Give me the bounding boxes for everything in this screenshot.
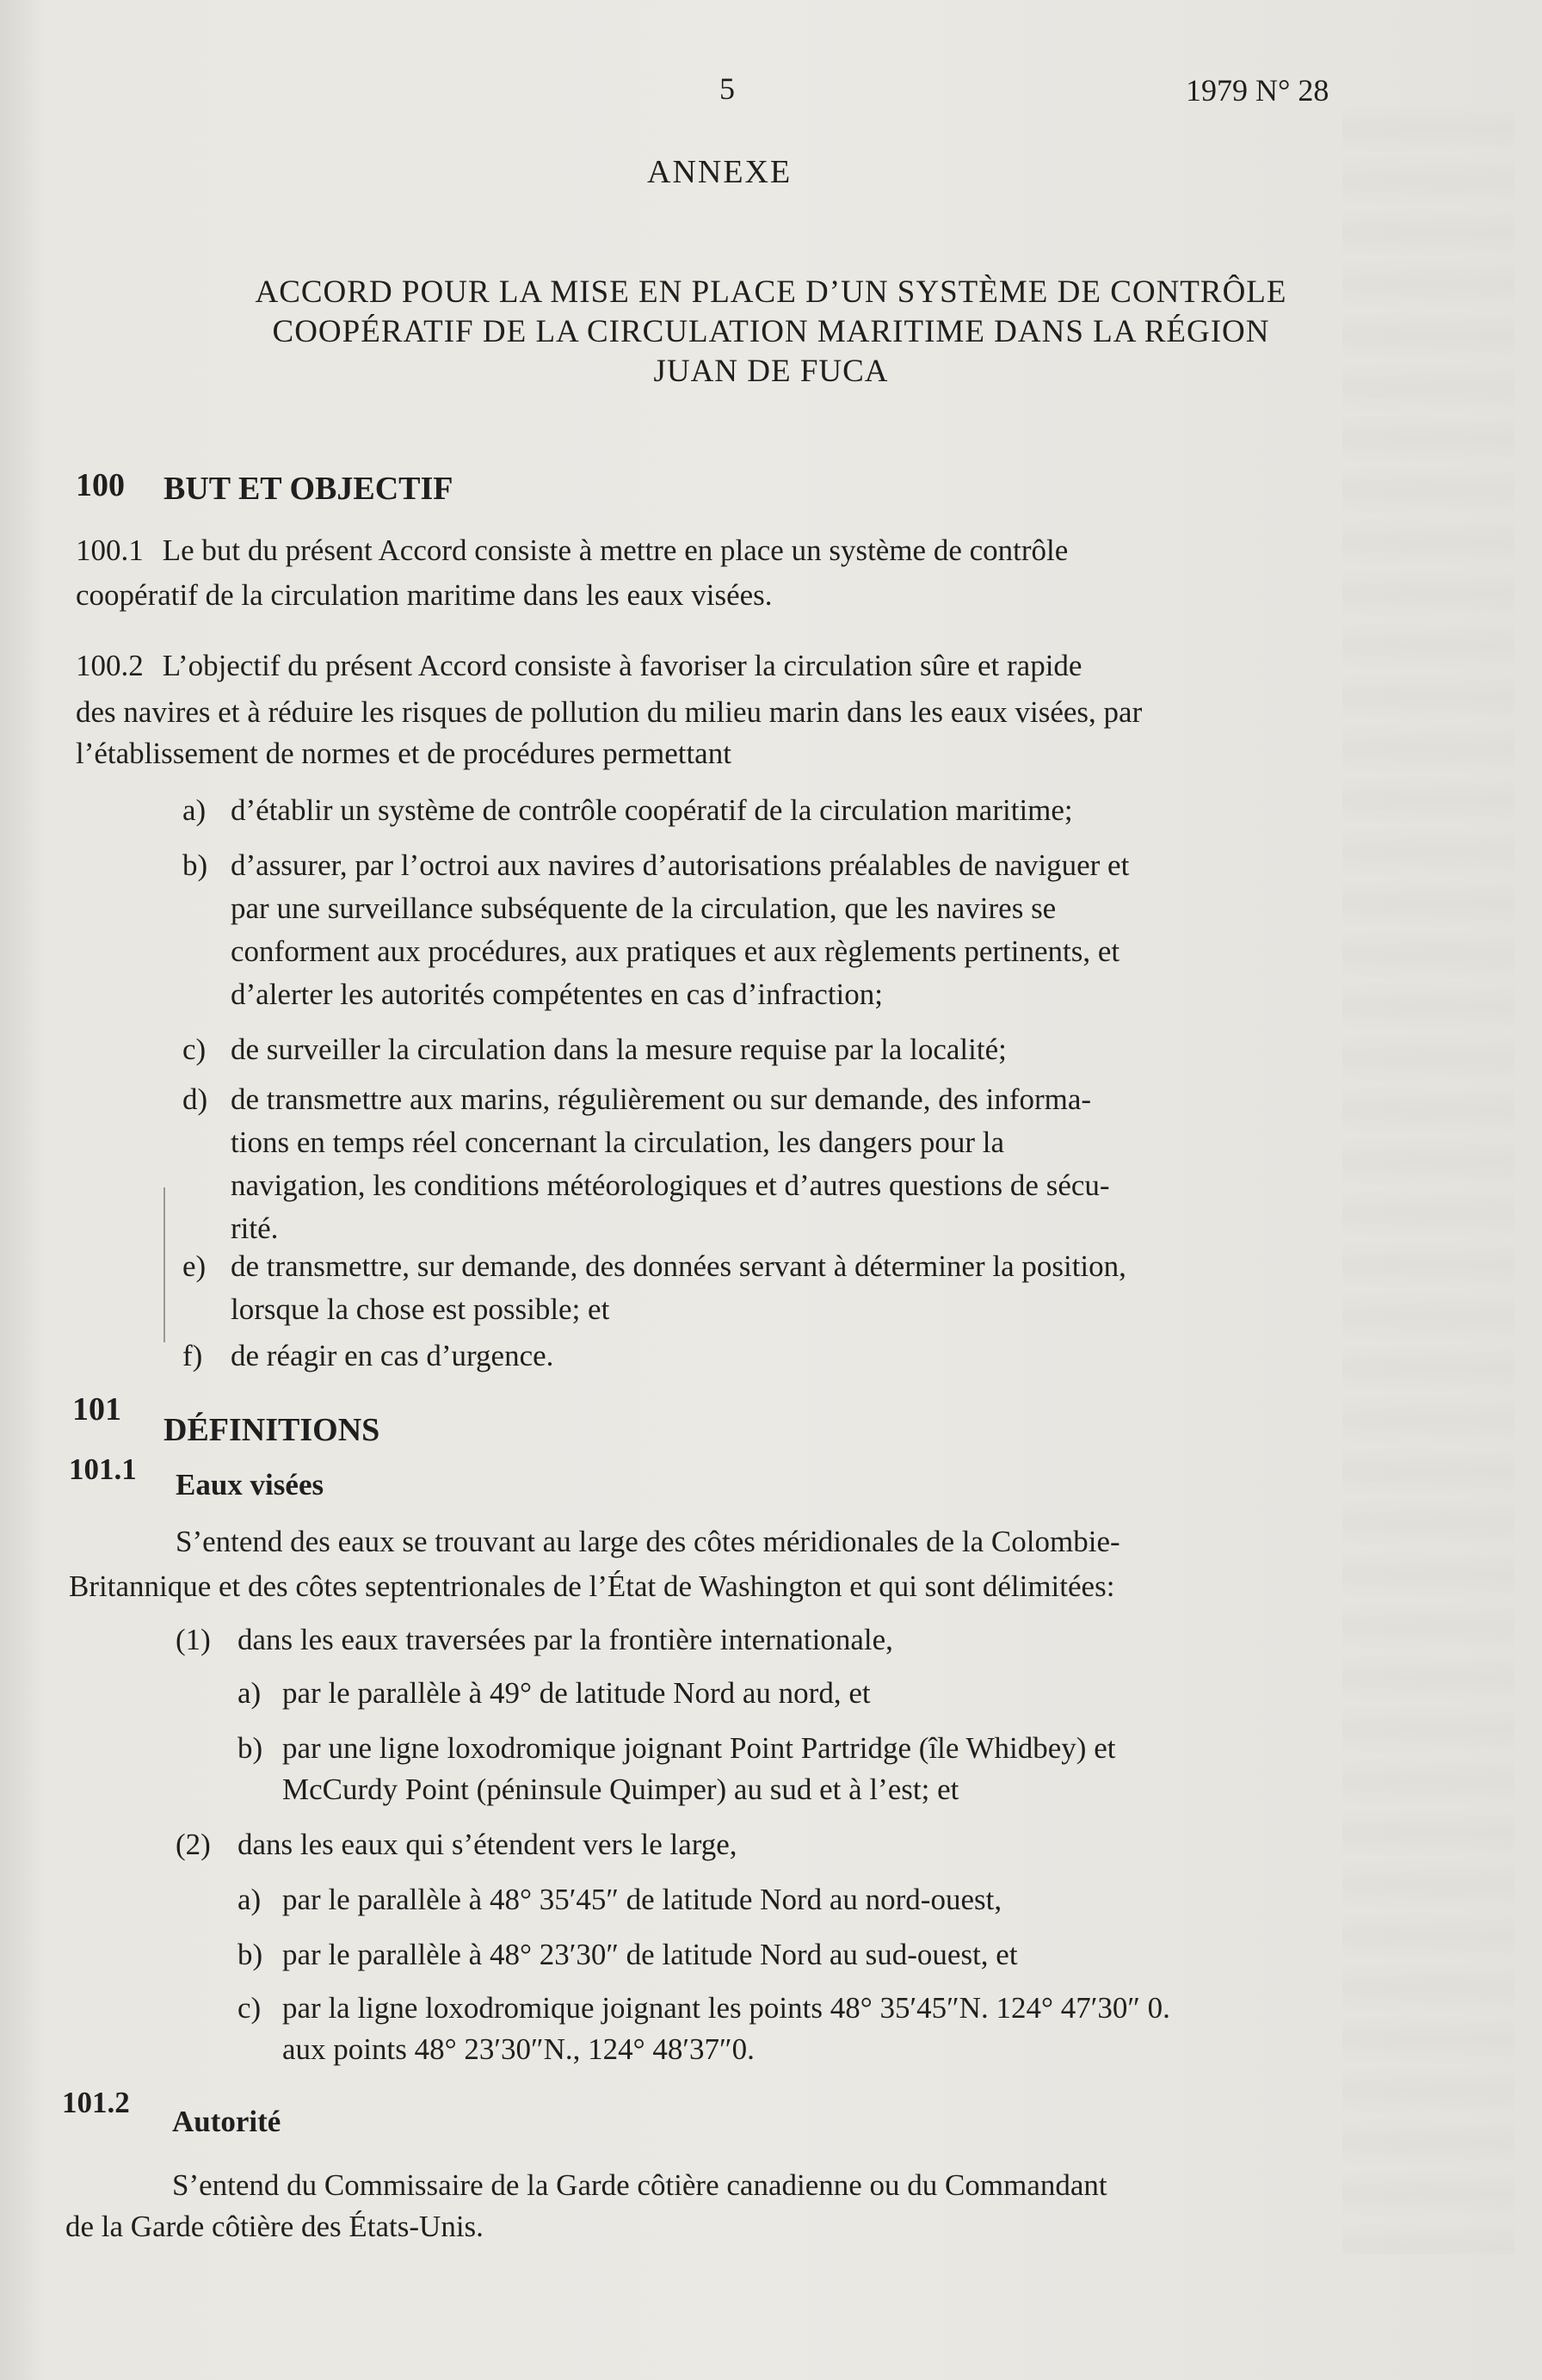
subsection-101-1-title: Eaux visées xyxy=(176,1468,324,1501)
section-100-number: 100 xyxy=(76,467,125,503)
part-2-item-c-line-2: aux points 48° 23′30″N., 124° 48′37″0. xyxy=(282,2032,755,2066)
section-101-title: DÉFINITIONS xyxy=(163,1412,380,1448)
item-b-label: b) xyxy=(182,848,208,882)
agreement-title-line-3: JUAN DE FUCA xyxy=(653,354,889,389)
item-d-line-1: de transmettre aux marins, régulièrement ou sur demande, des informa- xyxy=(231,1082,1092,1116)
paragraph-100-1-number: 100.1 xyxy=(76,533,144,567)
part-2-item-b-line-1: par le parallèle à 48° 23′30″ de latitude Nord au sud-ouest, et xyxy=(282,1938,1018,1971)
part-1-label: (1) xyxy=(176,1623,211,1656)
part-2-item-c-label: c) xyxy=(237,1991,262,2025)
section-101-number: 101 xyxy=(72,1391,121,1427)
part-1-item-a-line-1: par le parallèle à 49° de latitude Nord au nord, et xyxy=(282,1676,871,1710)
item-d-line-3: navigation, les conditions météorologiques et d’autres questions de sécu- xyxy=(231,1168,1110,1202)
annex-title: ANNEXE xyxy=(647,154,793,190)
definition-101-1-line-2: Britannique et des côtes septentrionales de l’État de Washington et qui sont délimitées: xyxy=(69,1569,1115,1603)
item-d-line-2: tions en temps réel concernant la circulation, les dangers pour la xyxy=(231,1125,1004,1159)
part-2-item-a-label: a) xyxy=(237,1883,262,1916)
definition-101-1-line-1: S’entend des eaux se trouvant au large des côtes méridionales de la Colombie- xyxy=(176,1525,1120,1558)
item-f-line-1: de réagir en cas d’urgence. xyxy=(231,1339,554,1372)
item-a-label: a) xyxy=(182,793,207,827)
part-2-label: (2) xyxy=(176,1828,211,1861)
part-1-item-b-line-2: McCurdy Point (péninsule Quimper) au sud et à l’est; et xyxy=(282,1773,959,1806)
item-d-label: d) xyxy=(182,1082,208,1116)
agreement-title-line-1: ACCORD POUR LA MISE EN PLACE D’UN SYSTÈME DE CONTRÔLE xyxy=(255,274,1287,310)
item-b-line-4: d’alerter les autorités compétentes en cas d’infraction; xyxy=(231,977,884,1011)
part-2-item-b-label: b) xyxy=(237,1938,263,1971)
paragraph-100-2-line-3: l’établissement de normes et de procédures permettant xyxy=(76,737,731,770)
item-e-line-1: de transmettre, sur demande, des données servant à déterminer la position, xyxy=(231,1249,1126,1283)
definition-101-2-line-1: S’entend du Commissaire de la Garde côtière canadienne ou du Commandant xyxy=(172,2168,1107,2202)
item-d-line-4: rité. xyxy=(231,1212,279,1245)
definition-101-2-line-2: de la Garde côtière des États-Unis. xyxy=(65,2210,484,2243)
item-c-line-1: de surveiller la circulation dans la mesure requise par la localité; xyxy=(231,1033,1007,1066)
subsection-101-2-number: 101.2 xyxy=(62,2086,130,2119)
subsection-101-2-title: Autorité xyxy=(172,2105,281,2138)
part-2-item-a-line-1: par le parallèle à 48° 35′45″ de latitude Nord au nord-ouest, xyxy=(282,1883,1002,1916)
part-2-item-c-line-1: par la ligne loxodromique joignant les points 48° 35′45″N. 124° 47′30″ 0. xyxy=(282,1991,1170,2025)
paragraph-100-2-line-2: des navires et à réduire les risques de pollution du milieu marin dans les eaux visées, par xyxy=(76,695,1143,729)
part-2-text: dans les eaux qui s’étendent vers le large, xyxy=(237,1828,737,1861)
item-c-label: c) xyxy=(182,1033,207,1066)
item-b-line-1: d’assurer, par l’octroi aux navires d’autorisations préalables de naviguer et xyxy=(231,848,1130,882)
agreement-title-line-2: COOPÉRATIF DE LA CIRCULATION MARITIME DANS LA RÉGION xyxy=(272,314,1270,349)
part-1-item-a-label: a) xyxy=(237,1676,262,1710)
subsection-101-1-number: 101.1 xyxy=(69,1452,137,1486)
paragraph-100-1-line-2: coopératif de la circulation maritime dans les eaux visées. xyxy=(76,578,773,612)
section-100-title: BUT ET OBJECTIF xyxy=(163,471,453,507)
year-and-number: 1979 N° 28 xyxy=(1186,73,1329,108)
page-number: 5 xyxy=(719,71,735,106)
margin-rule xyxy=(163,1187,165,1342)
item-b-line-3: conforment aux procédures, aux pratiques et aux règlements pertinents, et xyxy=(231,934,1120,968)
show-through-bleed xyxy=(1342,103,1514,2254)
item-b-line-2: par une surveillance subséquente de la circulation, que les navires se xyxy=(231,891,1057,925)
item-e-label: e) xyxy=(182,1249,207,1283)
paragraph-100-2-line-1: L’objectif du présent Accord consiste à favoriser la circulation sûre et rapide xyxy=(162,649,1082,682)
part-1-text: dans les eaux traversées par la frontière internationale, xyxy=(237,1623,893,1656)
part-1-item-b-line-1: par une ligne loxodromique joignant Point Partridge (île Whidbey) et xyxy=(282,1731,1116,1765)
part-1-item-b-label: b) xyxy=(237,1731,263,1765)
paragraph-100-1-line-1: Le but du présent Accord consiste à mettre en place un système de contrôle xyxy=(162,533,1069,567)
item-f-label: f) xyxy=(182,1339,203,1372)
item-e-line-2: lorsque la chose est possible; et xyxy=(231,1292,610,1326)
item-a-line-1: d’établir un système de contrôle coopératif de la circulation maritime; xyxy=(231,793,1073,827)
paragraph-100-2-number: 100.2 xyxy=(76,649,144,682)
